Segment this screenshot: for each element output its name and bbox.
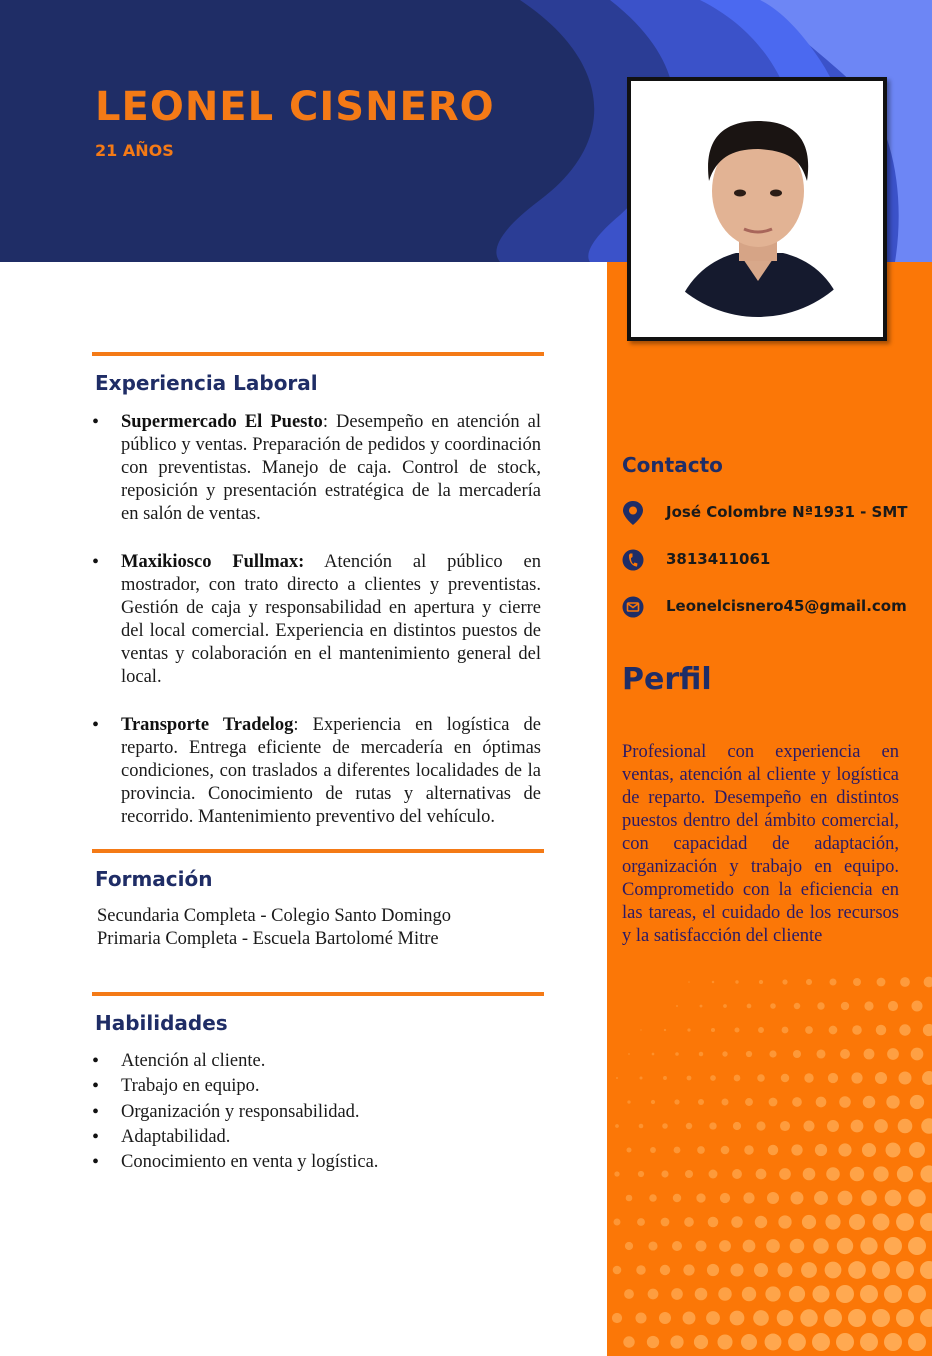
- halftone-dot: [671, 1288, 683, 1300]
- halftone-dot: [851, 1072, 862, 1083]
- list-item: • Trabajo en equipo.: [92, 1074, 378, 1099]
- separator: :: [293, 715, 299, 735]
- halftone-dot: [709, 1170, 718, 1179]
- halftone-dot: [777, 1310, 794, 1327]
- halftone-dot: [745, 1098, 753, 1106]
- halftone-dot: [908, 1285, 926, 1303]
- halftone-dot: [836, 1333, 854, 1351]
- halftone-dot: [638, 1171, 644, 1177]
- halftone-dot: [898, 1071, 911, 1084]
- list-item: [92, 551, 541, 689]
- halftone-dot: [793, 1050, 801, 1058]
- halftone-dot: [614, 1171, 619, 1176]
- halftone-dot: [661, 1170, 668, 1177]
- halftone-dot: [626, 1195, 633, 1202]
- section-title-perfil: Perfil: [622, 662, 712, 697]
- halftone-dot: [779, 1168, 791, 1180]
- halftone-dot: [826, 1167, 840, 1181]
- job-description: Experiencia en logística de reparto. Entrega eficiente de mercadería en óptimas condiciones, con traslados a diferentes localidades de la provincia. Conocimiento de rutas y alternativas de recorrido. Mantenimiento preventivo del vehículo.: [121, 715, 541, 827]
- halftone-dot: [801, 1262, 817, 1278]
- halftone-dot: [920, 1261, 932, 1279]
- halftone-dot: [698, 1099, 704, 1105]
- halftone-dot: [910, 1095, 924, 1109]
- halftone-dot: [790, 1239, 805, 1254]
- halftone-dot: [884, 1285, 902, 1303]
- halftone-dot: [812, 1333, 830, 1351]
- halftone-dot: [639, 1124, 644, 1129]
- halftone-dot: [898, 1119, 913, 1134]
- halftone-dot: [718, 1287, 731, 1300]
- halftone-dot: [769, 1050, 776, 1057]
- halftone-dot: [663, 1076, 667, 1080]
- halftone-dot: [780, 1121, 790, 1131]
- halftone-dot: [640, 1029, 641, 1030]
- halftone-dot: [700, 1005, 703, 1008]
- list-item: • Adaptabilidad.: [92, 1125, 378, 1150]
- halftone-dot: [781, 1074, 789, 1082]
- halftone-dot: [829, 1026, 838, 1035]
- halftone-dot: [782, 1027, 789, 1034]
- halftone-dot: [829, 978, 836, 985]
- halftone-dot: [851, 1120, 864, 1133]
- halftone-dot: [684, 1217, 694, 1227]
- halftone-dot: [897, 1166, 913, 1182]
- halftone-dot: [825, 1262, 842, 1279]
- halftone-dot: [670, 1335, 683, 1348]
- halftone-dot: [850, 1167, 864, 1181]
- halftone-dot: [884, 1333, 902, 1351]
- halftone-dot: [837, 1238, 853, 1254]
- halftone-dot: [769, 1098, 778, 1107]
- halftone-dot: [754, 1263, 768, 1277]
- address-text: José Colombre Nª1931 - SMT: [666, 503, 908, 521]
- halftone-dot: [872, 1261, 890, 1279]
- halftone-dot: [743, 1192, 754, 1203]
- halftone-dot: [885, 1190, 902, 1207]
- halftone-dot: [848, 1261, 866, 1279]
- halftone-dot: [625, 1242, 633, 1250]
- halftone-dot: [782, 979, 787, 984]
- education-list: [97, 905, 451, 951]
- halftone-dot: [849, 1214, 865, 1230]
- section-title-habilidades: Habilidades: [95, 1011, 228, 1035]
- halftone-dot: [723, 1004, 727, 1008]
- phone-text[interactable]: 3813411061: [666, 550, 771, 568]
- halftone-dot: [673, 1194, 681, 1202]
- halftone-dot: [651, 1100, 655, 1104]
- halftone-dot: [730, 1263, 743, 1276]
- halftone-dot: [712, 981, 715, 984]
- halftone-dot: [886, 1095, 899, 1108]
- halftone-dot: [711, 1028, 715, 1032]
- halftone-dot: [896, 1309, 914, 1327]
- halftone-dot: [707, 1264, 719, 1276]
- company-name: Transporte Tradelog: [121, 715, 294, 735]
- halftone-dot: [778, 1215, 791, 1228]
- halftone-dot: [627, 1100, 630, 1103]
- halftone-dot: [816, 1049, 825, 1058]
- halftone-dot: [887, 1048, 899, 1060]
- halftone-dot: [812, 1285, 829, 1302]
- halftone-dot: [696, 1193, 705, 1202]
- halftone-dot: [770, 1003, 776, 1009]
- halftone-dot: [839, 1096, 851, 1108]
- halftone-dot: [815, 1144, 827, 1156]
- halftone-dot: [734, 1075, 741, 1082]
- halftone-dot: [791, 1192, 804, 1205]
- halftone-dot: [861, 1190, 877, 1206]
- halftone-dot: [699, 1052, 703, 1056]
- halftone-dot: [675, 1052, 679, 1056]
- halftone-dot: [613, 1266, 622, 1275]
- halftone-dot: [817, 1002, 824, 1009]
- halftone-dot: [733, 1122, 741, 1130]
- halftone-dot: [695, 1288, 708, 1301]
- section-title-formacion: Formación: [95, 867, 213, 891]
- halftone-dot: [746, 1051, 752, 1057]
- halftone-dot: [886, 1143, 901, 1158]
- halftone-dot: [612, 1313, 622, 1323]
- halftone-dot: [864, 1049, 875, 1060]
- halftone-dot: [683, 1312, 696, 1325]
- halftone-dot: [743, 1240, 756, 1253]
- company-name: Maxikiosco Fullmax:: [121, 552, 305, 572]
- halftone-dot: [719, 1240, 731, 1252]
- halftone-dot: [816, 1097, 827, 1108]
- halftone-dot: [806, 979, 812, 985]
- halftone-dot: [900, 977, 910, 987]
- avatar: [631, 81, 883, 337]
- halftone-dot: [920, 1309, 932, 1327]
- halftone-dot: [722, 1099, 729, 1106]
- halftone-dot: [825, 1214, 840, 1229]
- halftone-dot: [694, 1335, 708, 1349]
- phone-icon: [622, 547, 644, 573]
- halftone-dot: [710, 1075, 716, 1081]
- halftone-dot: [920, 1213, 932, 1231]
- halftone-dot: [803, 1168, 816, 1181]
- halftone-dot: [838, 1143, 851, 1156]
- halftone-dot: [924, 977, 932, 988]
- halftone-dot: [877, 978, 886, 987]
- halftone-dot: [756, 1121, 765, 1130]
- education-item: Primaria Completa - Escuela Bartolomé Mitre: [97, 929, 439, 949]
- halftone-dot: [697, 1146, 705, 1154]
- halftone-dot: [921, 1118, 932, 1134]
- halftone-dot: [706, 1311, 720, 1325]
- halftone-dot: [709, 1122, 716, 1129]
- halftone-dot: [794, 1003, 801, 1010]
- halftone-dot: [623, 1336, 634, 1347]
- company-name: Supermercado El Puesto: [121, 412, 323, 432]
- halftone-dot: [828, 1073, 838, 1083]
- halftone-dot: [853, 978, 861, 986]
- halftone-dot: [615, 1124, 619, 1128]
- halftone-dot: [650, 1147, 656, 1153]
- profile-summary: Profesional con experiencia en ventas, atención al cliente y logística de reparto. Desempeño en distintos puestos dentro del ámbito comercial, con capacidad de adaptación, organización y trabajo en equipo. Comprometido con la eficiencia en las tareas, el cuidado de los recursos y la satisfacción del cliente: [622, 742, 899, 946]
- halftone-dot: [732, 1169, 742, 1179]
- halftone-dot: [896, 1213, 914, 1231]
- halftone-dot: [888, 1001, 898, 1011]
- halftone-dot: [627, 1148, 632, 1153]
- halftone-dot: [767, 1192, 779, 1204]
- halftone-dot: [884, 1237, 902, 1255]
- halftone-dot: [824, 1309, 842, 1327]
- halftone-dot: [674, 1147, 681, 1154]
- halftone-dot: [789, 1286, 805, 1302]
- halftone-dot: [792, 1097, 802, 1107]
- job-description: Atención al público en mostrador, con trato directo a clientes y preventistas. Gestión de caja y responsabilidad en apertura y cierre del local comercial. Experiencia en distintos puestos de ventas y colaboración en el mantenimiento general del local.: [121, 552, 541, 687]
- profile-photo: [627, 77, 887, 341]
- halftone-dot: [624, 1289, 634, 1299]
- halftone-dot: [876, 1025, 886, 1035]
- halftone-dot: [648, 1241, 657, 1250]
- halftone-dot: [766, 1239, 780, 1253]
- halftone-dot: [616, 1077, 618, 1079]
- halftone-dot: [836, 1285, 854, 1303]
- halftone-dot: [686, 1123, 692, 1129]
- contact-address: [622, 500, 922, 526]
- halftone-dot: [742, 1287, 756, 1301]
- halftone-dot: [628, 1053, 630, 1055]
- skills-list: [92, 1049, 378, 1175]
- halftone-dot: [765, 1334, 782, 1351]
- halftone-dot: [802, 1215, 816, 1229]
- halftone-dot: [899, 1024, 910, 1035]
- section-divider: [92, 352, 544, 356]
- halftone-dot: [674, 1099, 679, 1104]
- halftone-dot: [635, 1312, 646, 1323]
- halftone-dot: [687, 1076, 692, 1081]
- section-title-experiencia: Experiencia Laboral: [95, 371, 318, 395]
- separator: :: [322, 412, 328, 432]
- halftone-dot: [841, 1002, 849, 1010]
- halftone-dot: [614, 1219, 621, 1226]
- halftone-dot: [908, 1189, 926, 1207]
- halftone-dot: [864, 1001, 873, 1010]
- halftone-dot: [636, 1265, 645, 1274]
- halftone-dot: [758, 1027, 764, 1033]
- list-item: • Atención al cliente.: [92, 1049, 378, 1074]
- halftone-dot: [734, 1027, 739, 1032]
- halftone-dot: [759, 980, 763, 984]
- halftone-dot: [672, 1241, 682, 1251]
- candidate-age: 21 AÑOS: [95, 141, 174, 160]
- halftone-dot: [649, 1194, 657, 1202]
- halftone-dot: [648, 1289, 659, 1300]
- halftone-dot: [768, 1145, 778, 1155]
- halftone-dot: [683, 1264, 694, 1275]
- halftone-dot: [814, 1191, 828, 1205]
- list-item: • Conocimiento en venta y logística.: [92, 1150, 378, 1175]
- halftone-dot: [920, 1165, 932, 1182]
- halftone-dot: [662, 1123, 668, 1129]
- halftone-dot: [720, 1193, 730, 1203]
- halftone-dot: [747, 1004, 752, 1009]
- halftone-dot: [911, 1000, 922, 1011]
- halftone-dot: [804, 1073, 813, 1082]
- halftone-dot: [872, 1309, 890, 1327]
- halftone-dot: [922, 1071, 932, 1085]
- halftone-dot: [685, 1170, 693, 1178]
- contact-phone: [622, 547, 922, 573]
- halftone-dot: [848, 1309, 866, 1327]
- halftone-dot: [696, 1241, 707, 1252]
- halftone-dot: [735, 980, 738, 983]
- contact-email: [622, 594, 922, 620]
- halftone-dot: [896, 1261, 914, 1279]
- halftone-dot: [863, 1096, 875, 1108]
- halftone-dot: [640, 1077, 643, 1080]
- halftone-dot: [909, 1142, 925, 1158]
- email-icon: [622, 594, 644, 620]
- halftone-dot: [827, 1120, 839, 1132]
- halftone-dot: [778, 1263, 793, 1278]
- halftone-dot: [923, 1024, 932, 1036]
- halftone-dot: [908, 1333, 926, 1351]
- list-item: [92, 411, 541, 526]
- halftone-dot: [756, 1169, 767, 1180]
- halftone-dot: [873, 1166, 888, 1181]
- halftone-dot: [757, 1074, 765, 1082]
- halftone-dot: [661, 1218, 670, 1227]
- halftone-dot: [860, 1237, 877, 1254]
- section-divider: [92, 849, 544, 853]
- halftone-dot: [765, 1286, 780, 1301]
- section-divider: [92, 992, 544, 996]
- halftone-dot: [652, 1053, 655, 1056]
- halftone-dot: [813, 1238, 828, 1253]
- candidate-name: LEONEL CISNERO: [95, 84, 495, 130]
- halftone-dot: [804, 1121, 815, 1132]
- experience-list: [92, 411, 541, 829]
- location-pin-icon: [622, 500, 644, 526]
- halftone-dot: [744, 1145, 754, 1155]
- halftone-dot: [637, 1218, 645, 1226]
- halftone-dot: [676, 1005, 678, 1007]
- section-title-contacto: Contacto: [622, 453, 723, 477]
- halftone-dot: [840, 1049, 850, 1059]
- halftone-dot: [659, 1312, 671, 1324]
- halftone-dot: [722, 1051, 727, 1056]
- halftone-dot: [755, 1216, 767, 1228]
- halftone-dot: [687, 1028, 690, 1031]
- halftone-dot: [741, 1334, 757, 1350]
- halftone-dot: [860, 1285, 878, 1303]
- halftone-dot: [908, 1237, 926, 1255]
- halftone-dot: [791, 1144, 802, 1155]
- halftone-dot: [708, 1217, 719, 1228]
- email-text[interactable]: Leonelcisnero45@gmail.com: [666, 597, 907, 615]
- halftone-dot: [731, 1216, 743, 1228]
- halftone-dot: [753, 1310, 769, 1326]
- halftone-dot: [788, 1333, 806, 1351]
- halftone-dot: [647, 1336, 659, 1348]
- education-item: Secundaria Completa - Colegio Santo Domingo: [97, 906, 452, 926]
- halftone-dot: [664, 1029, 666, 1031]
- halftone-dot: [911, 1048, 924, 1061]
- halftone-dot: [873, 1214, 890, 1231]
- halftone-dot: [860, 1333, 878, 1351]
- list-item: [92, 714, 541, 829]
- list-item: • Organización y responsabilidad.: [92, 1100, 378, 1125]
- halftone-dot: [730, 1311, 745, 1326]
- halftone-dot: [852, 1025, 862, 1035]
- halftone-dot: [875, 1072, 887, 1084]
- job-description: Desempeño en atención al público y ventas. Preparación de pedidos y coordinación con preventistas. Manejo de caja. Control de stock, reposición y presentación estratégica de la mercadería en salón de ventas.: [121, 412, 542, 524]
- halftone-dot: [805, 1026, 813, 1034]
- halftone-dot: [838, 1191, 853, 1206]
- halftone-dot: [721, 1146, 730, 1155]
- halftone-dot: [862, 1143, 876, 1157]
- halftone-dot: [874, 1119, 888, 1133]
- halftone-dot: [717, 1334, 732, 1349]
- halftone-dot: [800, 1309, 817, 1326]
- halftone-dot: [688, 981, 690, 983]
- halftone-dot: [660, 1265, 670, 1275]
